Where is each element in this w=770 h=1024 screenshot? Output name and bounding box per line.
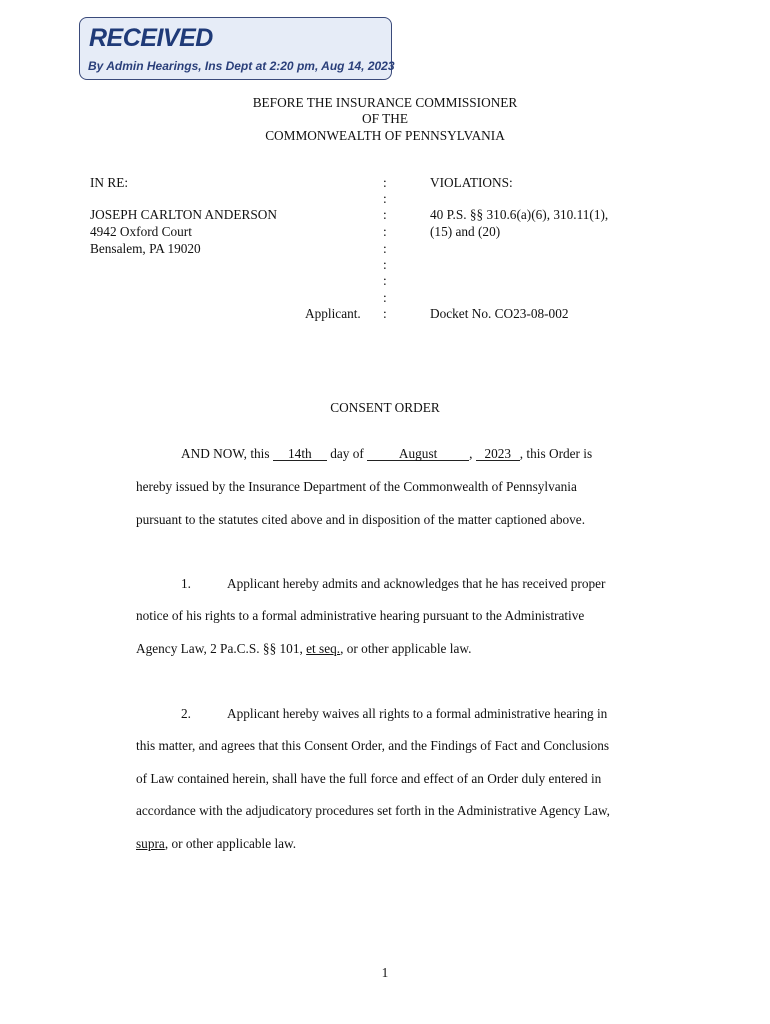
- para2-line-5-end: , or other applicable law.: [164, 836, 297, 851]
- violations-line-2: (15) and (20): [430, 224, 501, 239]
- respondent-name: JOSEPH CARLTON ANDERSON: [90, 207, 277, 222]
- intro-and-now: AND NOW, this: [181, 446, 270, 461]
- document-title: CONSENT ORDER: [330, 400, 440, 415]
- violations-label: VIOLATIONS:: [430, 175, 513, 190]
- received-stamp: [79, 17, 395, 80]
- supra: supra: [136, 836, 165, 851]
- day-field: 14th: [273, 447, 327, 461]
- stamp-subtitle: By Admin Hearings, Ins Dept at 2:20 pm, Aug 14, 2023: [88, 59, 395, 73]
- respondent-address-2: Bensalem, PA 19020: [90, 241, 201, 256]
- para1-line-1: Applicant hereby admits and acknowledges that he has received proper: [227, 576, 606, 591]
- para2-number: 2.: [181, 706, 191, 721]
- intro-comma: ,: [469, 446, 473, 461]
- violations-line-1: 40 P.S. §§ 310.6(a)(6), 310.11(1),: [430, 207, 609, 222]
- para1-line-3-end: , or other applicable law.: [340, 641, 472, 656]
- year-field: 2023: [476, 447, 520, 461]
- para2-line-3: of Law contained herein, shall have the full force and effect of an Order duly entered in: [136, 771, 602, 786]
- intro-day-of: day of: [330, 446, 364, 461]
- para2-line-1: Applicant hereby waives all rights to a formal administrative hearing in: [227, 706, 608, 721]
- applicant-label: Applicant.: [305, 306, 361, 321]
- heading-line-2: OF THE: [362, 111, 408, 126]
- intro-order-is: , this Order is: [519, 446, 593, 461]
- caption-colon: :: [383, 290, 387, 305]
- caption-colon: :: [383, 306, 387, 321]
- intro-line-1: [181, 446, 592, 462]
- caption-colon: :: [383, 207, 387, 222]
- in-re-label: IN RE:: [90, 175, 129, 190]
- caption-colon: :: [383, 175, 387, 190]
- month-field: August: [367, 447, 469, 461]
- heading-line-1: BEFORE THE INSURANCE COMMISSIONER: [252, 95, 518, 110]
- para1-number: 1.: [181, 576, 191, 591]
- stamp-title: RECEIVED: [89, 24, 213, 52]
- caption-colon: :: [383, 257, 387, 272]
- heading-line-3: COMMONWEALTH OF PENNSYLVANIA: [265, 128, 505, 143]
- page-number: 1: [381, 965, 389, 980]
- para1-line-2: notice of his rights to a formal administrative hearing pursuant to the Administrative: [136, 608, 585, 623]
- para2-line-4: accordance with the adjudicatory procedures set forth in the Administrative Agency Law,: [136, 803, 610, 818]
- caption-colon: :: [383, 224, 387, 239]
- para1-line-3-start: Agency Law, 2 Pa.C.S. §§ 101,: [136, 641, 303, 656]
- para2-line-2: this matter, and agrees that this Consent Order, and the Findings of Fact and Conclusions: [136, 738, 610, 753]
- docket-number: Docket No. CO23-08-002: [430, 306, 569, 321]
- caption-colon: :: [383, 273, 387, 288]
- caption-colon: :: [383, 241, 387, 256]
- respondent-address-1: 4942 Oxford Court: [90, 224, 192, 239]
- para1-line-3: [136, 641, 471, 657]
- intro-line-3: pursuant to the statutes cited above and in disposition of the matter captioned above.: [136, 512, 586, 527]
- et-seq: et seq.: [306, 641, 341, 656]
- caption-colon: :: [383, 191, 387, 206]
- intro-line-2: hereby issued by the Insurance Department of the Commonwealth of Pennsylvania: [136, 479, 577, 494]
- para2-line-5: [136, 836, 296, 852]
